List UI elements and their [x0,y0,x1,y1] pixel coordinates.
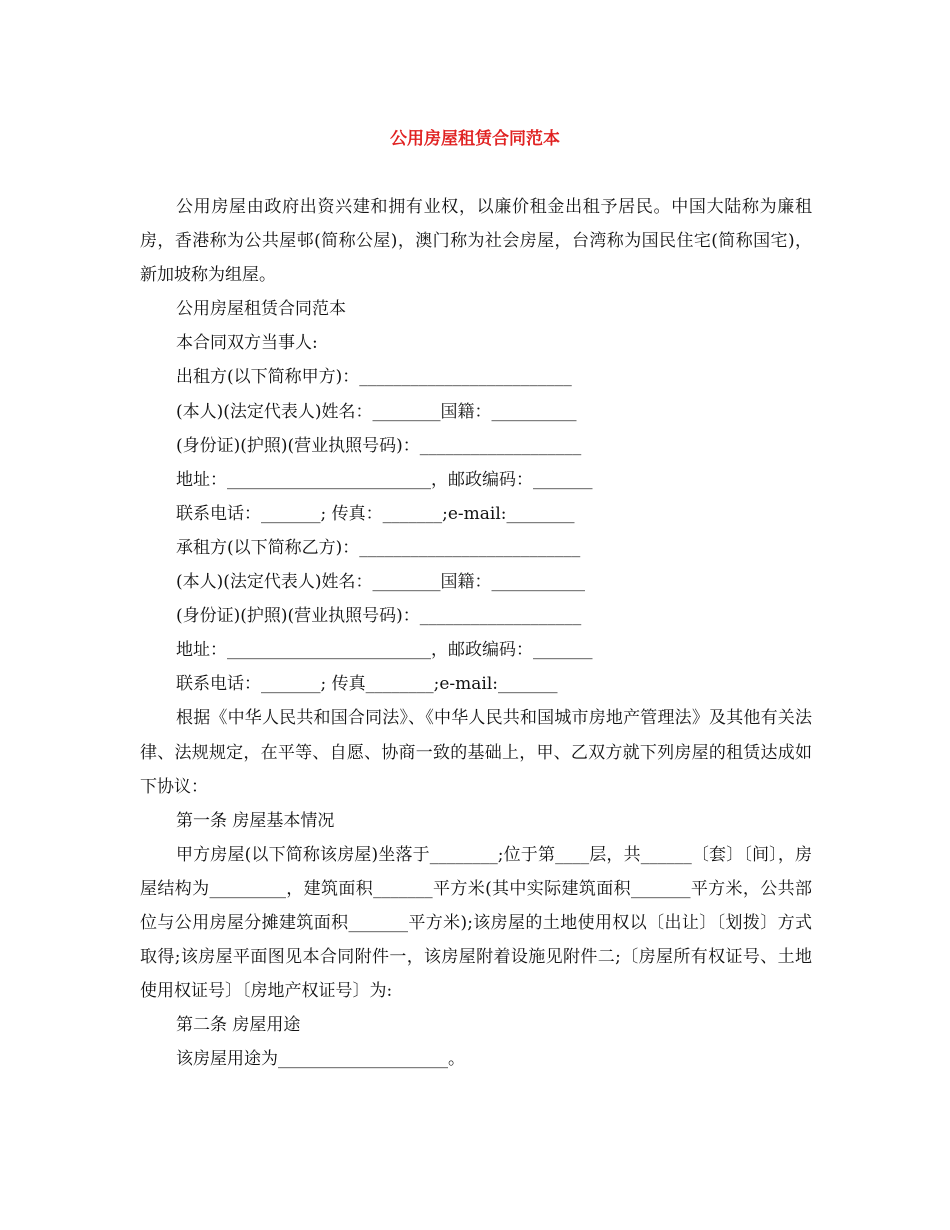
intro-paragraph: 公用房屋由政府出资兴建和拥有业权，以廉价租金出租予居民。中国大陆称为廉租房，香港称为公共屋邨(简称公屋)，澳门称为社会房屋，台湾称为国民住宅(简称国宅)，新加坡称为组屋。 [140,197,812,286]
parties-heading: 本合同双方当事人: [176,333,318,354]
article-1-heading: 第一条 房屋基本情况 [176,810,335,831]
lessee-contact-line: 联系电话：_______; 传真________;e-mail:_______ [176,674,558,695]
lessee-id-line: (身份证)(护照)(营业执照号码)：___________________ [176,606,582,627]
lessee-address-line: 地址：________________________，邮政编码：_______ [176,640,593,661]
lessor-contact-line: 联系电话：_______; 传真：_______;e-mail:________ [176,503,575,524]
legal-basis-paragraph: 根据《中华人民共和国合同法》、《中华人民共和国城市房地产管理法》及其他有关法律、法规规定，在平等、自愿、协商一致的基础上，甲、乙双方就下列房屋的租赁达成如下协议： [140,708,812,797]
document-body [140,190,812,1076]
lessor-id-line: (身份证)(护照)(营业执照号码)：___________________ [176,435,582,456]
lessor-name-line: (本人)(法定代表人)姓名：________国籍：__________ [176,401,577,422]
lessee-name-line: (本人)(法定代表人)姓名：________国籍：___________ [176,572,586,593]
lessor-line: 出租方(以下简称甲方)：_________________________ [176,367,572,388]
document-title: 公用房屋租赁合同范本 [390,129,560,149]
article-1-paragraph: 甲方房屋(以下简称该房屋)坐落于________;位于第____层，共______〔套〕〔间〕，房屋结构为_________，建筑面积_______平方米(其中实际建筑面积_______平方米，公共部位与公用房屋分摊建筑面积_______平方米);该房屋的土地使用权以〔出让〕〔划拨〕方式取得;该房屋平面图见本合同附件一，该房屋附着设施见附件二;〔房屋所有权证号、土地使用权证号〕〔房地产权证号〕为: [140,844,812,1002]
article-2-paragraph: 该房屋用途为____________________。 [176,1049,465,1070]
subtitle-line: 公用房屋租赁合同范本 [176,299,346,320]
article-2-heading: 第二条 房屋用途 [176,1015,301,1036]
lessor-address-line: 地址：________________________，邮政编码：_______ [176,469,593,490]
lessee-line: 承租方(以下简称乙方)：__________________________ [176,537,581,558]
